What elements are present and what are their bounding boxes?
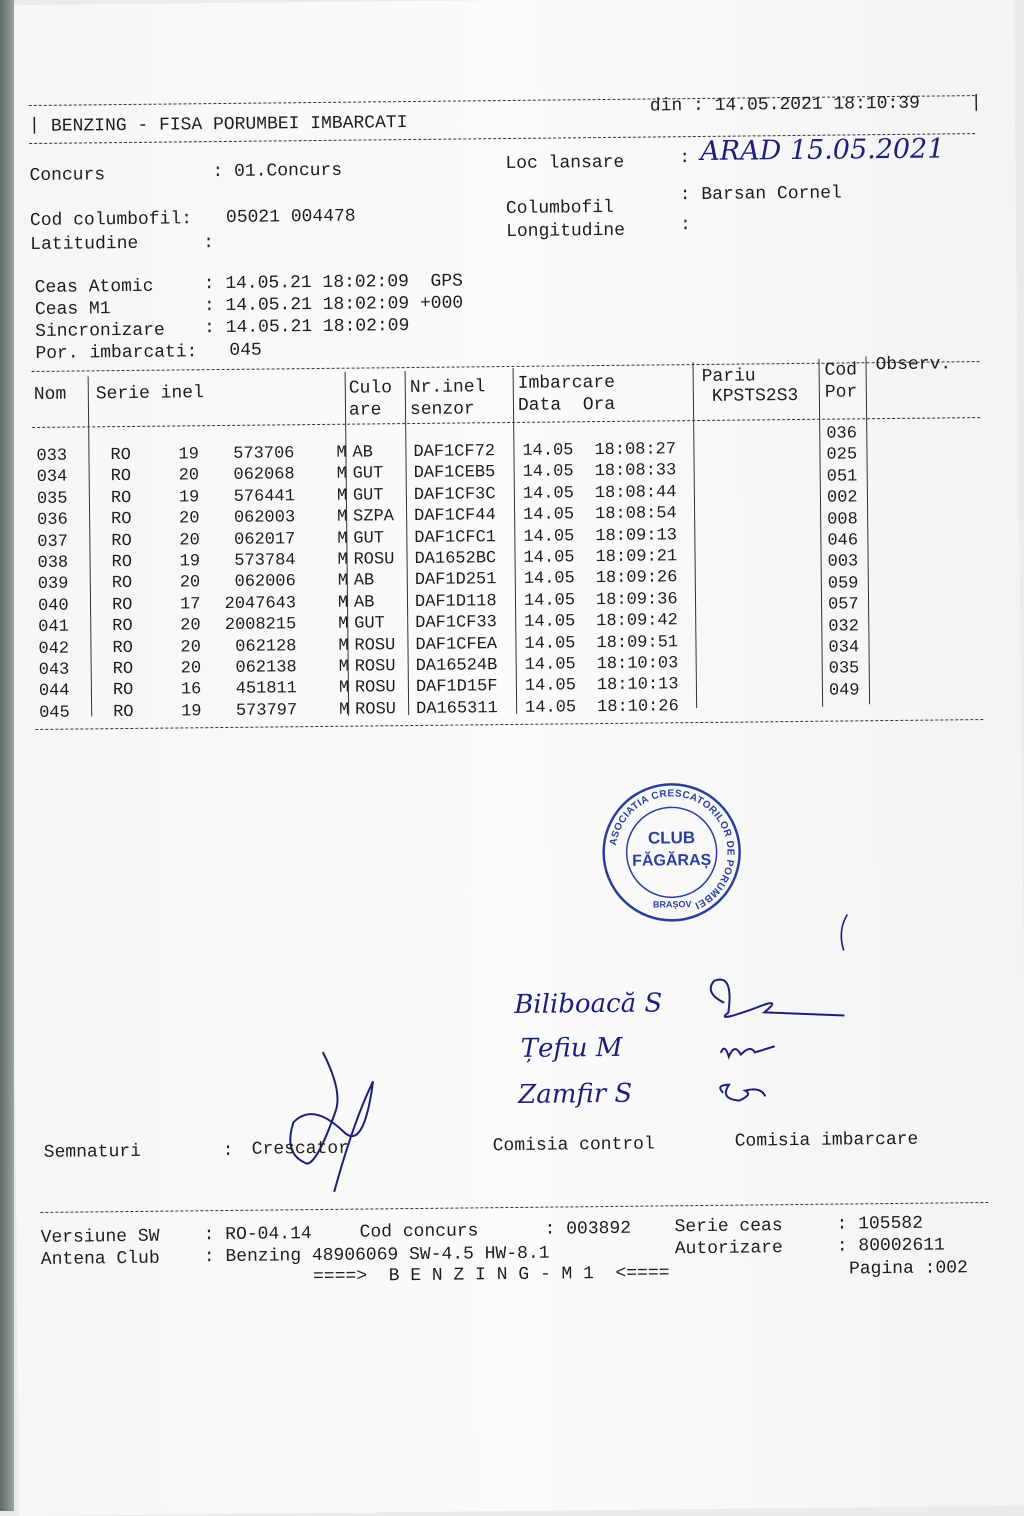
cell-nr: 2008215: [202, 615, 296, 635]
cell-tara: RO: [111, 553, 132, 572]
cell-sex: M: [337, 465, 347, 484]
cell-cod: 059: [828, 574, 859, 593]
col-divider-1: [88, 376, 93, 716]
cell-senzor: DA165311: [416, 699, 498, 719]
cell-data: 14.05: [525, 677, 576, 697]
col-divider-6: [818, 359, 823, 707]
cell-data: 14.05: [523, 527, 574, 547]
autorizare-label: Autorizare: [675, 1238, 783, 1259]
cell-sex: M: [337, 486, 347, 505]
serie-ceas-value: : 105582: [836, 1214, 923, 1235]
cell-cod: 036: [826, 424, 857, 443]
ceas-m1-label: Ceas M1: [35, 299, 111, 320]
cell-sex: M: [336, 444, 346, 463]
cell-an: 20: [180, 616, 201, 635]
header-right-bar: |: [971, 93, 982, 113]
col-serie-header: Serie inel: [96, 383, 204, 404]
cell-cod: 003: [828, 553, 859, 572]
document-title: BENZING - FISA PORUMBEI IMBARCATI: [51, 113, 408, 137]
cell-nom: 033: [36, 447, 67, 466]
cell-nr: 062006: [202, 573, 296, 593]
col-senzor-header-1: Nr.inel: [410, 377, 486, 398]
cell-data: 14.05: [523, 463, 574, 483]
cell-nr: 573797: [203, 701, 297, 721]
cell-culoare: GUT: [353, 529, 384, 548]
cell-an: 20: [179, 509, 200, 528]
stamp-ring-text: ASOCIATIA CRESCATORILOR DE PORUMBEI: [607, 788, 736, 912]
document-page: [4, 0, 1024, 1516]
cell-ora: 18:09:36: [596, 590, 678, 610]
versiune-value: : RO-04.14: [204, 1224, 312, 1245]
cell-senzor: DAF1CFC1: [414, 528, 496, 548]
col-senzor-header-2: senzor: [410, 399, 475, 420]
versiune-label: Versiune SW: [41, 1227, 160, 1248]
cell-data: 14.05: [523, 548, 574, 568]
cell-senzor: DAF1CF3C: [414, 485, 496, 505]
cell-tara: RO: [111, 467, 132, 486]
cell-cod: 035: [829, 660, 860, 679]
cell-culoare: AB: [352, 443, 373, 462]
semnaturi-label: Semnaturi: [44, 1142, 141, 1163]
footer-rule: [40, 1202, 988, 1213]
cell-sex: M: [337, 529, 347, 548]
cell-data: 14.05: [522, 441, 573, 461]
cell-nr: 062068: [201, 466, 295, 486]
col-nom-header: Nom: [34, 385, 67, 405]
cell-senzor: DAF1D251: [415, 571, 497, 591]
sincronizare-label: Sincronizare: [35, 321, 165, 342]
cell-culoare: AB: [354, 593, 375, 612]
cell-sex: M: [338, 615, 348, 634]
cell-an: 19: [181, 702, 202, 721]
col-pariu-header-2: KPSTS2S3: [712, 386, 799, 407]
cell-senzor: DA1652BC: [414, 549, 496, 569]
cell-nr: 062017: [201, 530, 295, 550]
cod-columbofil-value: 05021 004478: [226, 207, 356, 228]
col-culoare-header-2: are: [349, 400, 382, 420]
ceas-atomic-label: Ceas Atomic: [35, 277, 154, 298]
cell-senzor: DA16524B: [416, 656, 498, 676]
cod-columbofil-label: Cod columbofil:: [30, 209, 192, 231]
cell-culoare: ROSU: [353, 550, 394, 569]
cell-cod: 049: [829, 681, 860, 700]
cell-an: 20: [180, 574, 201, 593]
background-edge: [0, 0, 14, 1511]
cell-cod: 046: [827, 531, 858, 550]
cell-an: 20: [180, 638, 201, 657]
cell-tara: RO: [111, 489, 132, 508]
cell-tara: RO: [113, 660, 134, 679]
cell-tara: RO: [111, 510, 132, 529]
cell-ora: 18:09:13: [595, 526, 677, 546]
cell-ora: 18:09:51: [596, 633, 678, 653]
cell-an: 19: [178, 445, 199, 464]
cell-data: 14.05: [524, 591, 575, 611]
cell-sex: M: [339, 679, 349, 698]
longitudine-value: :: [680, 215, 691, 235]
cell-nom: 045: [39, 703, 70, 722]
por-imbarcati-label: Por. imbarcati:: [35, 342, 197, 364]
cell-nr: 576441: [201, 487, 295, 507]
cell-cod: 032: [828, 617, 859, 636]
cell-sex: M: [337, 551, 347, 570]
cell-nom: 034: [37, 468, 68, 487]
concurs-label: Concurs: [29, 165, 105, 186]
cell-ora: 18:09:26: [596, 569, 678, 589]
cell-senzor: DAF1CF33: [415, 613, 497, 633]
cell-nr: 451811: [203, 680, 297, 700]
benzing-banner: ====> B E N Z I N G - M 1 <====: [313, 1263, 670, 1287]
commission-name-2: Țefiu M: [521, 1033, 623, 1064]
cod-concurs-label: Cod concurs: [360, 1221, 479, 1242]
cell-ora: 18:08:33: [595, 462, 677, 482]
cell-nr: 062138: [203, 658, 297, 678]
pagina-number: Pagina :002: [849, 1258, 968, 1279]
cell-nr: 2047643: [202, 594, 296, 614]
col-imbarcare-header-2: Data Ora: [518, 395, 615, 416]
cell-tara: RO: [113, 681, 134, 700]
cell-nr: 062128: [202, 637, 296, 657]
cell-sex: M: [338, 593, 348, 612]
cell-an: 20: [181, 659, 202, 678]
cell-nom: 035: [37, 489, 68, 508]
col-imbarcare-header-1: Imbarcare: [518, 373, 615, 394]
cell-sex: M: [338, 572, 348, 591]
loc-lansare-handwritten: ARAD 15.05.2021: [700, 133, 944, 167]
latitudine-value: :: [203, 233, 214, 253]
table-body: [4, 0, 1014, 5]
cell-ora: 18:08:27: [594, 440, 676, 460]
antena-value: : Benzing 48906069 SW-4.5 HW-8.1: [204, 1244, 550, 1268]
cell-cod: 057: [828, 596, 859, 615]
concurs-value: : 01.Concurs: [212, 161, 342, 182]
cell-cod: 025: [826, 446, 857, 465]
col-divider-5: [693, 362, 698, 708]
cell-culoare: AB: [354, 572, 375, 591]
serie-ceas-label: Serie ceas: [674, 1216, 782, 1237]
cell-culoare: GUT: [353, 465, 384, 484]
pen-mark: [833, 912, 853, 952]
cell-an: 16: [181, 681, 202, 700]
stamp-bottom: BRAȘOV: [653, 899, 692, 909]
cell-nom: 036: [37, 511, 68, 530]
commission-name-3: Zamfir S: [518, 1079, 632, 1110]
cell-data: 14.05: [524, 613, 575, 633]
cell-cod: 034: [828, 638, 859, 657]
cell-nom: 038: [37, 554, 68, 573]
signature-comisia-control: Comisia control: [493, 1135, 655, 1157]
cell-data: 14.05: [524, 570, 575, 590]
header-left-bar: |: [29, 116, 40, 136]
ceas-m1-value: : 14.05.21 18:02:09 +000: [204, 293, 463, 316]
cell-ora: 18:09:42: [596, 611, 678, 631]
cell-ora: 18:09:21: [595, 547, 677, 567]
col-observ-header: Observ.: [875, 354, 951, 375]
col-cod-header-1: Cod: [825, 360, 858, 380]
cell-tara: RO: [112, 617, 133, 636]
semnaturi-colon: :: [223, 1141, 234, 1161]
commission-signatures: [694, 971, 855, 1113]
antena-label: Antena Club: [41, 1249, 160, 1270]
cell-nom: 041: [38, 618, 69, 637]
cell-data: 14.05: [523, 506, 574, 526]
cell-nr: 062003: [201, 508, 295, 528]
cell-tara: RO: [110, 446, 131, 465]
autorizare-value: : 80002611: [837, 1235, 945, 1256]
cell-culoare: GUT: [353, 486, 384, 505]
cell-tara: RO: [112, 574, 133, 593]
cell-an: 20: [179, 531, 200, 550]
stamp-center-1: CLUB: [648, 828, 695, 847]
crescator-signature: [273, 1041, 395, 1202]
cell-cod: 051: [827, 467, 858, 486]
cell-sex: M: [337, 508, 347, 527]
cell-an: 19: [179, 552, 200, 571]
cell-culoare: ROSU: [355, 679, 396, 698]
cell-cod: 008: [827, 510, 858, 529]
cell-senzor: DAF1CFEA: [415, 635, 497, 655]
cell-data: 14.05: [524, 634, 575, 654]
cell-nom: 044: [39, 682, 70, 701]
commission-name-1: Biliboacă S: [514, 988, 662, 1020]
cell-nom: 039: [38, 575, 69, 594]
cell-ora: 18:08:44: [595, 483, 677, 503]
columbofil-value: : Barsan Cornel: [680, 184, 842, 206]
columbofil-label: Columbofil: [506, 198, 614, 219]
cell-nom: 037: [37, 532, 68, 551]
cell-senzor: DAF1D15F: [416, 678, 498, 698]
latitudine-label: Latitudine: [30, 234, 138, 255]
cell-culoare: ROSU: [354, 636, 395, 655]
cell-nom: 042: [38, 639, 69, 658]
cell-sex: M: [338, 636, 348, 655]
club-stamp: [600, 781, 743, 924]
cell-sex: M: [339, 700, 349, 719]
cell-ora: 18:08:54: [595, 504, 677, 524]
cell-data: 14.05: [525, 698, 576, 718]
cell-tara: RO: [111, 532, 132, 551]
cell-nr: 573706: [200, 444, 294, 464]
cell-tara: RO: [113, 703, 134, 722]
cell-tara: RO: [112, 639, 133, 658]
cell-data: 14.05: [525, 655, 576, 675]
cell-senzor: DAF1CF44: [414, 506, 496, 526]
cell-culoare: ROSU: [355, 700, 396, 719]
ceas-atomic-value: : 14.05.21 18:02:09 GPS: [204, 271, 463, 294]
col-divider-7: [865, 356, 870, 704]
sincronizare-value: : 14.05.21 18:02:09: [204, 316, 409, 338]
loc-lansare-colon: :: [679, 148, 690, 168]
cell-sex: M: [339, 658, 349, 677]
cell-culoare: GUT: [354, 614, 385, 633]
cell-data: 14.05: [523, 484, 574, 504]
cell-senzor: DAF1D118: [415, 592, 497, 612]
cell-ora: 18:10:26: [597, 697, 679, 717]
cell-nr: 573784: [201, 551, 295, 571]
print-date: din : 14.05.2021 18:10:39: [650, 94, 920, 117]
table-bottom-rule: [35, 719, 983, 730]
loc-lansare-label: Loc lansare: [505, 153, 624, 174]
por-imbarcati-value: 045: [229, 341, 262, 361]
cell-nom: 043: [39, 661, 70, 680]
cell-culoare: SZPA: [353, 507, 394, 526]
cell-an: 20: [179, 467, 200, 486]
cell-senzor: DAF1CEB5: [414, 464, 496, 484]
signature-crescator: Crescator: [252, 1139, 349, 1160]
longitudine-label: Longitudine: [506, 221, 625, 242]
cell-cod: 002: [827, 489, 858, 508]
cell-senzor: DAF1CF72: [413, 442, 495, 462]
signature-comisia-imbarcare: Comisia imbarcare: [735, 1130, 919, 1152]
col-divider-4: [513, 368, 518, 714]
cell-ora: 18:10:13: [597, 676, 679, 696]
cell-an: 19: [179, 488, 200, 507]
col-cod-header-2: Por: [825, 382, 858, 402]
cell-an: 17: [180, 595, 201, 614]
stamp-center-2: FĂGĂRAȘ: [632, 850, 712, 870]
cell-ora: 18:10:03: [597, 654, 679, 674]
col-pariu-header-1: Pariu: [702, 366, 756, 387]
cell-culoare: ROSU: [355, 657, 396, 676]
cod-concurs-value: : 003892: [544, 1219, 631, 1240]
cell-nom: 040: [38, 596, 69, 615]
cell-tara: RO: [112, 596, 133, 615]
col-culoare-header-1: Culo: [349, 378, 392, 398]
